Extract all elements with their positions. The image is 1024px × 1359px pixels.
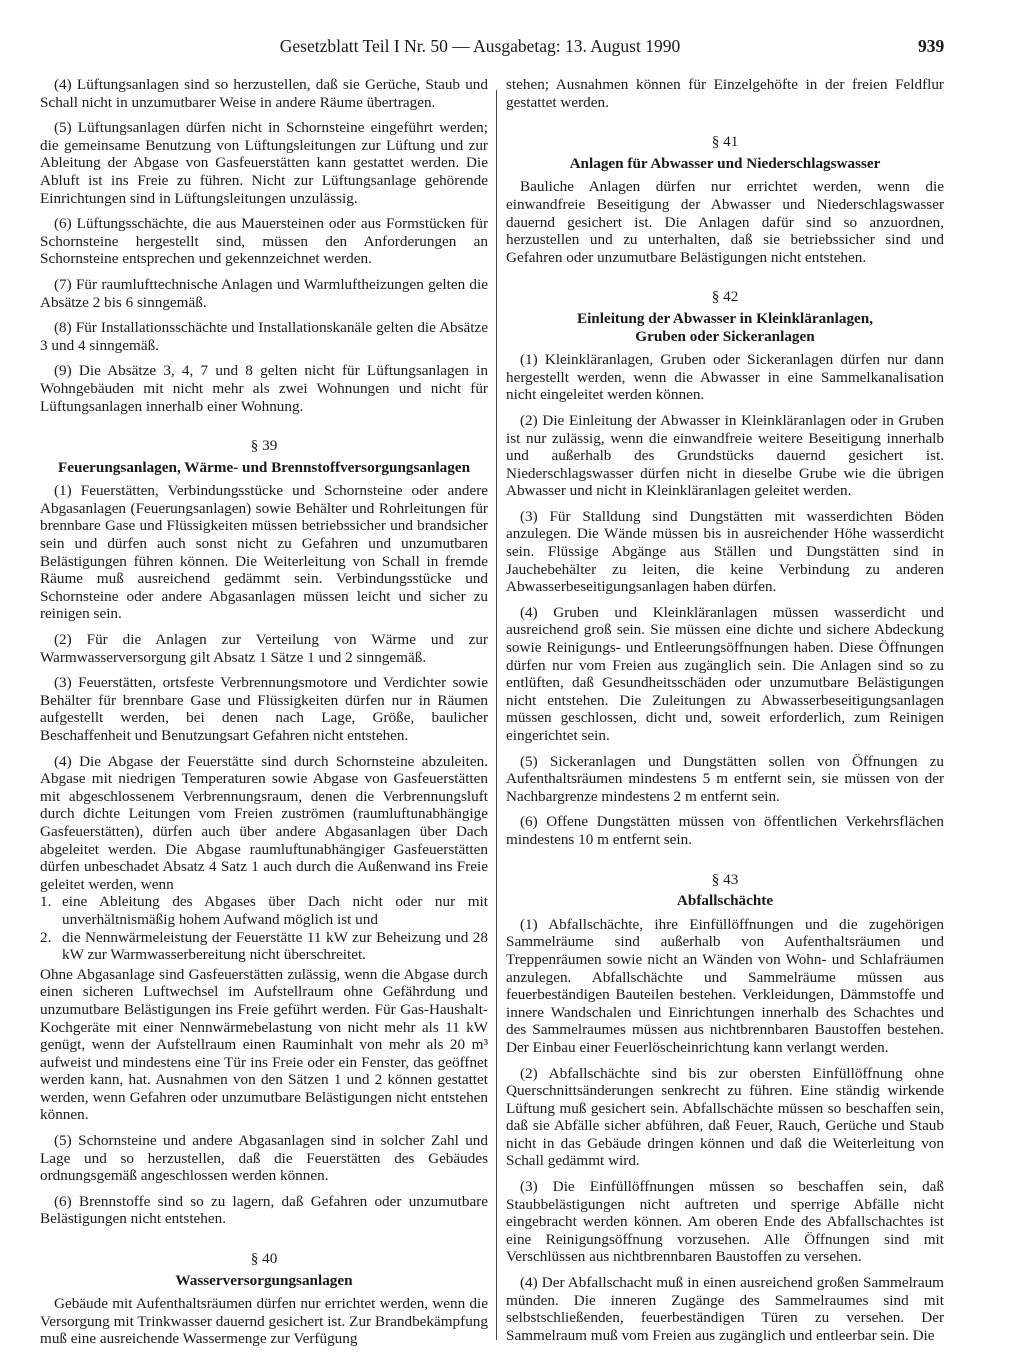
paragraph: (9) Die Absätze 3, 4, 7 und 8 gelten nicht für Lüftungsanlagen in Wohngebäuden mit nicht mehr als zwei Wohnungen und nicht für Lüftungsanlagen innerhalb einer Wohnung. [40, 362, 488, 415]
paragraph: (2) Abfallschächte sind bis zur obersten Einfüllöffnung ohne Querschnittsänderungen senkrecht zu führen. Eine ständig wirkende Lüftung muß gesichert sein. Abfallschächte müssen so beschaffen sein, daß sie Abfälle sicher abführen, daß Feuer, Rauch, Gerüche und Staub nicht in das Gebäude dringen können und daß die Weiterleitung von Schall gedämmt wird. [506, 1064, 944, 1170]
paragraph: Bauliche Anlagen dürfen nur errichtet werden, wenn die einwandfreie Beseitigung der Abwasser und Niederschlagswasser dauernd gesichert ist. Die Anlagen dafür sind so anzuordnen, herzustellen und zu unterhalten, daß sie betriebssicher sind und Gefahren oder unzumutbare Belästigungen nicht entstehen. [506, 178, 944, 266]
section-number: § 42 [711, 288, 739, 306]
paragraph: (5) Sickeranlagen und Dungstätten sollen von Öffnungen zu Aufenthaltsräumen mindestens 5 m entfernt sein, sie müssen von der Nachbargrenze mindestens 2 m entfernt sein. [506, 752, 944, 805]
paragraph: (3) Feuerstätten, ortsfeste Verbrennungsmotore und Verdichter sowie Behälter für brennbare Gase und Flüssigkeiten dürfen nur in Räumen aufgestellt werden, bei denen nach Lage, Größe, baulicher Beschaffenheit und Benutzungsart Gefahren nicht entstehen. [40, 674, 488, 744]
list-text: eine Ableitung des Abgases über Dach nicht oder nur mit unverhältnismäßig hohem Aufwand möglich ist und [62, 893, 488, 928]
paragraph: (5) Lüftungsanlagen dürfen nicht in Schornsteine eingeführt werden; die gemeinsame Benutzung von Lüftungsleitungen zur Lüftung und zur Ableitung der Abgase von Gasfeuerstätten kann gestattet werden. Die Abluft ist ins Freie zu führen. Nicht zur Lüftungsanlage gehörende Einrichtungen sind in Lüftungsleitungen unzulässig. [40, 119, 488, 207]
section-title-line: Einleitung der Abwasser in Kleinkläranlagen, [576, 309, 874, 327]
paragraph: (4) Die Abgase der Feuerstätte sind durch Schornsteine abzuleiten. Abgase mit niedrigen Temperaturen sowie Abgase von Gasfeuerstätten mit abgeschlossenem Verbrennungsraum, denen die Verbrennungsluft durch dichte Leitungen vom Freien zuströmen (raumluftunabhängige Gasfeuerstätten), dürfen auch über andere Abgasanlagen über Dach abgeleitet werden. Die Abgase raumluftunabhängiger Gasfeuerstätten dürfen unbeschadet Absatz 4 Satz 1 auch durch die Außenwand ins Freie geleitet werden, wenn [40, 752, 488, 893]
section-number: § 39 [250, 437, 278, 455]
column-divider [496, 90, 497, 1340]
numbered-list [40, 893, 488, 963]
paragraph: (7) Für raumlufttechnische Anlagen und Warmluftheizungen gelten die Absätze 2 bis 6 sinngemäß. [40, 275, 488, 311]
page-number: 939 [918, 36, 945, 56]
paragraph: (8) Für Installationsschächte und Installationskanäle gelten die Absätze 3 und 4 sinngemäß. [40, 319, 488, 354]
paragraph: stehen; Ausnahmen können für Einzelgehöfte in der freien Feldflur gestattet werden. [506, 76, 944, 111]
list-number: 2. [40, 928, 52, 946]
paragraph: (1) Kleinkläranlagen, Gruben oder Sickeranlagen dürfen nur dann hergestellt werden, wenn die Abwasser in eine Sammelkanalisation nicht eingeleitet werden können. [506, 351, 944, 404]
list-number: 1. [40, 893, 52, 911]
paragraph: (6) Offene Dungstätten müssen von öffentlichen Verkehrsflächen mindestens 10 m entfernt sein. [506, 813, 944, 848]
paragraph: Ohne Abgasanlage sind Gasfeuerstätten zulässig, wenn die Abgase durch einen sicheren Luftwechsel im Aufstellraum ohne Gefährdung und unzumutbare Belästigungen ins Freie geführt werden. Für Gas-Haushalt-Kochgeräte mit einer Nennwärmebelastung von nicht mehr als 11 kW genügt, wenn der Aufstellraum einen Rauminhalt von mehr als 20 m³ aufweist und mindestens eine Tür ins Freie oder ein Fenster, das geöffnet werden kann, hat. Ausnahmen von den Sätzen 1 und 2 können gestattet werden, wenn Gefahren oder unzumutbare Belästigungen nicht entstehen können. [40, 965, 488, 1124]
right-column [506, 76, 944, 1352]
paragraph: (5) Schornsteine und andere Abgasanlagen sind in solcher Zahl und Lage und so herzustellen, daß die Feuerstätten des Gebäudes ordnungsgemäß angeschlossen werden können. [40, 1132, 488, 1185]
section-title: Abfallschächte [676, 892, 774, 910]
left-column [40, 76, 488, 1356]
section-title: Feuerungsanlagen, Wärme- und Brennstoffversorgungsanlagen [57, 458, 471, 476]
paragraph: (2) Für die Anlagen zur Verteilung von Wärme und zur Warmwasserversorgung gilt Absatz 1 Sätze 1 und 2 sinngemäß. [40, 631, 488, 666]
paragraph: (1) Abfallschächte, ihre Einfüllöffnungen und die zugehörigen Sammelräume sind außerhalb von Aufenthaltsräumen und Treppenräumen sowie nicht an Wänden von Wohn- und Schlafräumen anzulegen. Abfallschächte und Sammelräume müssen aus feuerbeständigen Bauteilen bestehen. Verkleidungen, Dämmstoffe und innere Wandschalen und Einrichtungen innerhalb des Schachtes und des Sammelraumes müssen aus nichtbrennbaren Baustoffen bestehen. Der Einbau einer Feuerlöscheinrichtung kann verlangt werden. [506, 915, 944, 1056]
paragraph: (4) Der Abfallschacht muß in einen ausreichend großen Sammelraum münden. Die inneren Zugänge des Sammelraumes sind mit selbstschließenden, feuerbeständigen Türen zu versehen. Der Sammelraum muß vom Freien aus zugänglich und entleerbar sein. Die [506, 1274, 944, 1344]
section-title-line: Gruben oder Sickeranlagen [635, 327, 815, 345]
paragraph: (1) Feuerstätten, Verbindungsstücke und Schornsteine oder andere Abgasanlagen (Feuerungsanlagen) sowie Behälter und Rohrleitungen für brennbare Gase und Flüssigkeiten müssen betriebssicher und brandsicher sein und dürfen auch sonst nicht zu Gefahren und unzumutbaren Belästigungen führen können. Die Weiterleitung von Schall in fremde Räume muß ausreichend gedämmt sein. Verbindungsstücke und Schornsteine oder andere Abgasanlagen müssen leicht und sicher zu reinigen sein. [40, 482, 488, 623]
section-number: § 41 [711, 133, 739, 151]
section-title: Wasserversorgungsanlagen [175, 1271, 353, 1289]
paragraph: (6) Lüftungsschächte, die aus Mauersteinen oder aus Formstücken für Schornsteine hergestellt sind, müssen den Anforderungen an Schornsteine entsprechen und gekennzeichnet werden. [40, 215, 488, 268]
paragraph: (3) Für Stalldung sind Dungstätten mit wasserdichten Böden anzulegen. Die Wände müssen bis in ausreichender Höhe wasserdicht sein. Flüssige Abgänge aus Ställen und Dungstätten sind in Jauchebehälter zu leiten, die keine Verbindung zu anderen Abwasserbeseitigungsanlagen haben dürfen. [506, 507, 944, 596]
list-text: die Nennwärmeleistung der Feuerstätte 11 kW zur Beheizung und 28 kW zur Warmwasserbereitung nicht überschreitet. [62, 928, 488, 964]
section-number: § 40 [250, 1250, 278, 1268]
paragraph: (2) Die Einleitung der Abwasser in Kleinkläranlagen oder in Gruben ist nur zulässig, wenn die einwandfreie weitere Beseitigung innerhalb und außerhalb des Grundstücks dauernd gesichert ist. Niederschlagswasser dürfen nicht in dieselbe Grube wie die übrigen Abwasser und nicht in Kleinkläranlagen geleitet werden. [506, 411, 944, 500]
list-item [40, 929, 488, 964]
page-header: Gesetzblatt Teil I Nr. 50 — Ausgabetag: 13. August 1990 [279, 36, 681, 56]
paragraph: (4) Gruben und Kleinkläranlagen müssen wasserdicht und ausreichend groß sein. Sie müssen eine dichte und sichere Abdeckung sowie Reinigungs- und Entleerungsöffnungen haben. Diese Öffnungen dürfen nur vom Freien aus zugänglich sein. Die Anlagen sind so zu entlüften, daß Gesundheitsschäden oder unzumutbare Belästigungen nicht entstehen. Die Zuleitungen zu Abwasserbeseitigungsanlagen müssen geschlossen, dicht und, soweit erforderlich, zum Reinigen eingerichtet sein. [506, 603, 944, 744]
paragraph: Gebäude mit Aufenthaltsräumen dürfen nur errichtet werden, wenn die Versorgung mit Trinkwasser dauernd gesichert ist. Zur Brandbekämpfung muß eine ausreichende Wassermenge zur Verfügung [40, 1295, 488, 1348]
paragraph: (6) Brennstoffe sind so zu lagern, daß Gefahren oder unzumutbare Belästigungen nicht entstehen. [40, 1192, 488, 1228]
section-number: § 43 [711, 870, 739, 888]
section-title: Anlagen für Abwasser und Niederschlagswasser [569, 154, 881, 172]
section-title [506, 310, 944, 345]
paragraph: (4) Lüftungsanlagen sind so herzustellen, daß sie Gerüche, Staub und Schall nicht in unzumutbarer Weise in andere Räume übertragen. [40, 76, 488, 111]
paragraph: (3) Die Einfüllöffnungen müssen so beschaffen sein, daß Staubbelästigungen nicht auftreten und sperrige Abfälle nicht eingebracht werden können. Am oberen Ende des Abfallschachtes ist eine Reinigungsöffnung vorzusehen. Alle Öffnungen sind mit Verschlüssen aus nichtbrennbaren Baustoffen zu versehen. [506, 1178, 944, 1266]
list-item [40, 893, 488, 928]
